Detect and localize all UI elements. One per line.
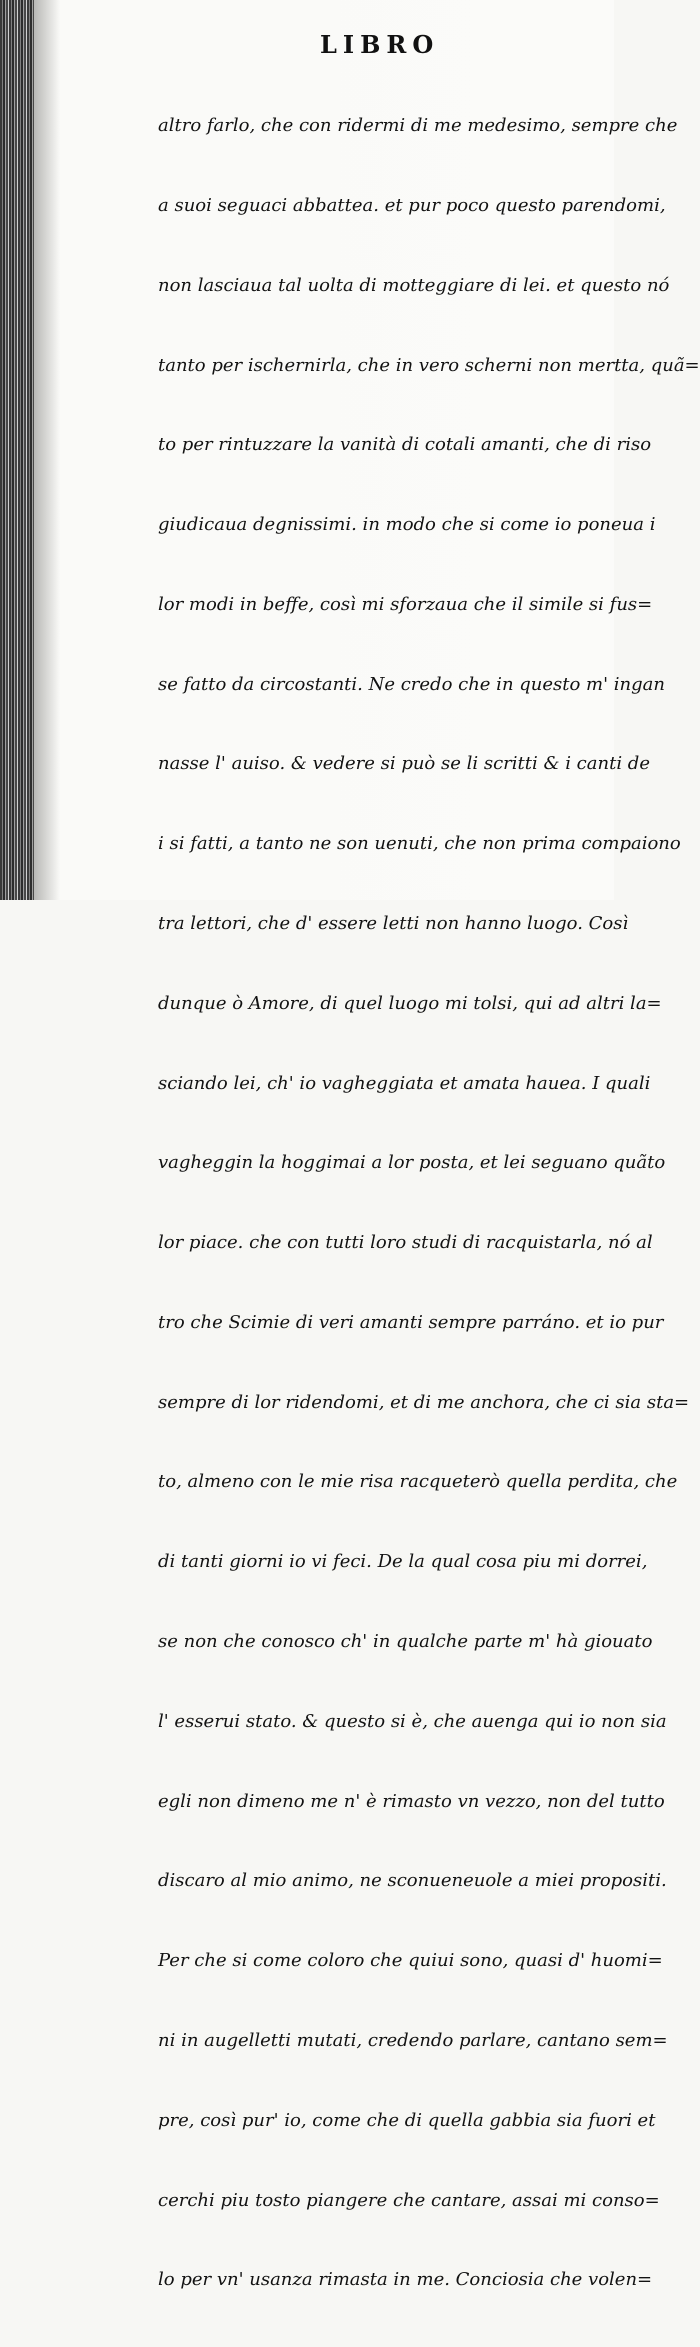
text-line: lo per vn' usanza rimasta in me. Conciosia che volen= [158, 2269, 653, 2291]
text-line: non lasciaua tal uolta di motteggiare di lei. et questo nó [158, 274, 670, 296]
text-line: sempre di lor ridendomi, et di me anchora, che ci sia sta= [158, 1391, 690, 1413]
gutter-shadow [34, 0, 60, 900]
text-line: dunque ò Amore, di quel luogo mi tolsi, qui ad altri la= [158, 992, 662, 1014]
text-line: se non che conosco ch' in qualche parte m' hà giouato [158, 1631, 653, 1653]
text-line: lor piace. che con tutti loro studi di racquistarla, nó al [158, 1232, 653, 1254]
text-line: vagheggin la hoggimai a lor posta, et lei seguano quãto [158, 1152, 666, 1174]
text-line: giudicaua degnissimi. in modo che si come io poneua i [158, 514, 656, 536]
text-line: tanto per ischernirla, che in vero scherni non mertta, quã= [158, 354, 700, 376]
text-line: a suoi seguaci abbattea. et pur poco questo parendomi, [158, 194, 666, 216]
text-line: ni in augelletti mutati, credendo parlare, cantano sem= [158, 2029, 668, 2051]
text-line: altro farlo, che con ridermi di me medesimo, sempre che [158, 115, 678, 137]
text-line: lor modi in beffe, così mi sforzaua che il simile si fus= [158, 593, 653, 615]
binding-gutter [0, 0, 34, 900]
text-line: se fatto da circostanti. Ne credo che in questo m' ingan [158, 673, 665, 695]
text-line: sciando lei, ch' io vagheggiata et amata hauea. I quali [158, 1072, 651, 1094]
text-line: cerchi piu tosto piangere che cantare, assai mi conso= [158, 2189, 660, 2211]
text-line: l' esserui stato. & questo si è, che auenga qui io non sia [158, 1710, 667, 1732]
text-line: tra lettori, che d' essere letti non hanno luogo. Così [158, 913, 629, 934]
text-line: tro che Scimie di veri amanti sempre parráno. et io pur [158, 1311, 664, 1333]
text-line: Per che si come coloro che quiui sono, quasi d' huomi= [158, 1950, 663, 1972]
running-title: LIBRO [320, 30, 440, 59]
text-line: i si fatti, a tanto ne son uenuti, che non prima compaiono [158, 833, 681, 855]
text-line: nasse l' auiso. & vedere si può se li scritti & i canti de [158, 753, 650, 775]
text-line: to per rintuzzare la vanità di cotali amanti, che di riso [158, 434, 652, 456]
text-line: egli non dimeno me n' è rimasto vn vezzo, non del tutto [158, 1790, 665, 1812]
text-line: di tanti giorni io vi feci. De la qual cosa piu mi dorrei, [158, 1551, 648, 1573]
text-line: pre, così pur' io, come che di quella gabbia sia fuori et [158, 2109, 656, 2131]
body-text [158, 60, 700, 2347]
text-line: discaro al mio animo, ne sconueneuole a miei propositi. [158, 1870, 667, 1892]
text-line: to, almeno con le mie risa racqueterò quella perdita, che [158, 1471, 678, 1493]
